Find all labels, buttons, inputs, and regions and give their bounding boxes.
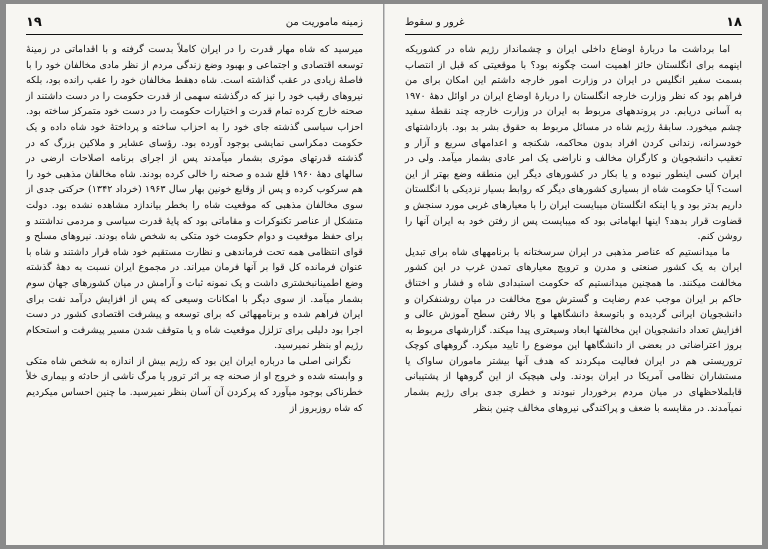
paragraph: میرسید که شاه مهار قدرت را در ایران کاملاً بدست گرفته و با اقداماتی در زمینهٔ توسعه اقتصادی و اجتماعی و بهبود وضع زندگی مردم از نظر مادی مخالفان خود را با فاصلهٔ زیادی در عقب گذاشته است. شاه دهقط مخالفان خود را عقب رانده بود، بلکه نیروهای رقیب خود را نیز که درگذشته سهمی از قدرت حکومت را در دست داشتند از صحنه خارج کرده تمام قدرت و اختیارات حکومت را در دست خود متمرکز ساخته بود. احزاب سیاسی گذشته جای خود را به احزاب ساخته و پرداختهٔ خود شاه داده و یک حکومت دمکراسی نمایشی بوجود آورده بود. رؤسای عشایر و ملاکین بزرگ که در گذشته قدرتهای موثری بشمار میآمدند پس از اجرای برنامه اصلاحات ارضی در سالهای دههٔ ۱۹۶۰ قلع شده و صحنه را خالی کرده بودند. شاه مخالفان مذهبی خود را هم سرکوب کرده و پس از وقایع خونین بهار سال ۱۹۶۳ (خرداد ۱۳۴۲) حرکتی جدی از سوی مخالفان مذهبی که موقعیت شاه را بخطر بیاندازد مشاهده نشده بود. دولت متشکل از عناصر تکنوکرات و مقاماتی بود که پایهٔ قدرت سیاسی و مردمی نداشتند و برای حفظ موقعیت و دوام حکومت خود متکی به شخص شاه بودند. نیروهای مسلح و قوای انتظامی همه تحت فرماندهی و نظارت مستقیم خود شاه قرار داشتند و شاه با عنوان فرمانده کل قوا بر آنها فرمان میراند. در مجموع ایران نسبت به دههٔ گذشته وضع اطمینانبخشتری داشت و یک نمونه ثبات و آرامش در میان کشورهای جهان سوم بشمار میآمد. از سوی دیگر با امکانات وسیعی که پس از افزایش درآمد نفت برای ایران فراهم شده و برنامههائی که برای توسعه و پیشرفت اقتصادی کشور در دست اجرا بود دلیلی برای تزلزل موقعیت شاه و یا متوقف شدن مسیر پیشرفت و استحکام رژیم او بنظر نمیرسید. xyxy=(26,44,363,352)
right-page xyxy=(384,4,762,545)
book-spread xyxy=(6,4,762,545)
paragraph: اما برداشت ما دربارهٔ اوضاع داخلی ایران و چشمانداز رژیم شاه در کشوریکه اینهمه برای انگلستان حائز اهمیت است چگونه بود؟ با موقعیتی که قبل از انتصاب بسمت سفیر انگلیس در ایران در وزارت امور خارجه داشتم این امکان برای من فراهم بود که نظر وزارت خارجه انگلستان را دربارهٔ اوضاع ایران در اوائل دههٔ ۱۹۷۰ به آسانی دریابم. در پروندههای مربوط به ایران در وزارت خارجه چند نقطهٔ سفید چشم میخورد. سابقهٔ رژیم شاه در مسائل مربوط به حقوق بشر بد بود. بازداشتهای خودسرانه، زندانی کردن افراد بدون محاکمه، شکنجه و اعدامهای سریع و آزار و تعقیب دانشجویان و کارگران مخالف و ناراضی یک امر عادی بشمار میآمد. ولی در ایران کسی اینطور نبوده و یا بکار در کشورهای دیگر این منطقه وضع بهتر از این است؟ آیا حکومت شاه از بسیاری کشورهای دیگر که روابط بسیار نزدیکی با انگلستان داریم بدتر بود و یا اینکه انگلستان میبایست ایران را با معیارهای غربی مورد سنجش و قضاوت قرار بدهد؟ اینها ابهاماتی بود که میبایست پس از رفتن خود به ایران آنها را روشن کنم. xyxy=(405,44,742,243)
page-number: ۱۸ xyxy=(726,14,742,30)
page-header xyxy=(405,12,742,32)
page-body xyxy=(405,42,742,537)
header-rule xyxy=(26,34,363,35)
paragraph: نگرانی اصلی ما درباره ایران این بود که رژیم بیش از اندازه به شخص شاه متکی و وابسته شده و خروج او از صحنه چه بر اثر ترور یا مرگ ناشی از حادثه و بیماری خلأ خطرناکی بوجود میآورد که پرکردن آن آسان بنظر نمیرسید. ما چنین احساس میکردیم که شاه روزبروز از xyxy=(26,355,363,414)
left-page xyxy=(6,4,384,545)
page-body xyxy=(26,42,363,537)
paragraph: ما میدانستیم که عناصر مذهبی در ایران سرسختانه با برنامههای شاه برای تبدیل ایران به یک کشور صنعتی و مدرن و ترویج معیارهای تمدن غرب در این کشور مخالفت میکنند. ما همچنین میدانستیم که حکومت استبدادی شاه و فشار و اختناق حاکم بر ایران موجب عدم رضایت و گسترش موج مخالفت در میان روشنفکران و دانشجویان ایرانی گردیده و باتوسعهٔ دانشگاهها و بالا رفتن سطح آموزش عالی و افزایش تعداد دانشجویان این مخالفتها ابعاد وسیعتری پیدا میکند. گزارشهای مربوط به بروز اعتراضاتی در بعضی از دانشگاهها این موضوع را تایید میکرد. گروههای کوچک تروریستی هم در ایران فعالیت میکردند که هدف آنها بیشتر ماموران ساواک یا مستشاران نظامی آمریکا در ایران بودند. ولی هیچیک از این گروهها از پشتیبانی قابلملاحظهای در میان مردم برخوردار نبودند و خطری جدی برای رژیم بشمار نمیآمدند. در مقایسه با ضعف و پراکندگی نیروهای مخالف چنین بنظر xyxy=(405,246,742,414)
running-title: غرور و سقوط xyxy=(405,16,465,28)
page-header xyxy=(26,12,363,32)
running-title: زمینه ماموریت من xyxy=(285,16,363,28)
page-number: ۱۹ xyxy=(26,14,42,30)
header-rule xyxy=(405,34,742,35)
